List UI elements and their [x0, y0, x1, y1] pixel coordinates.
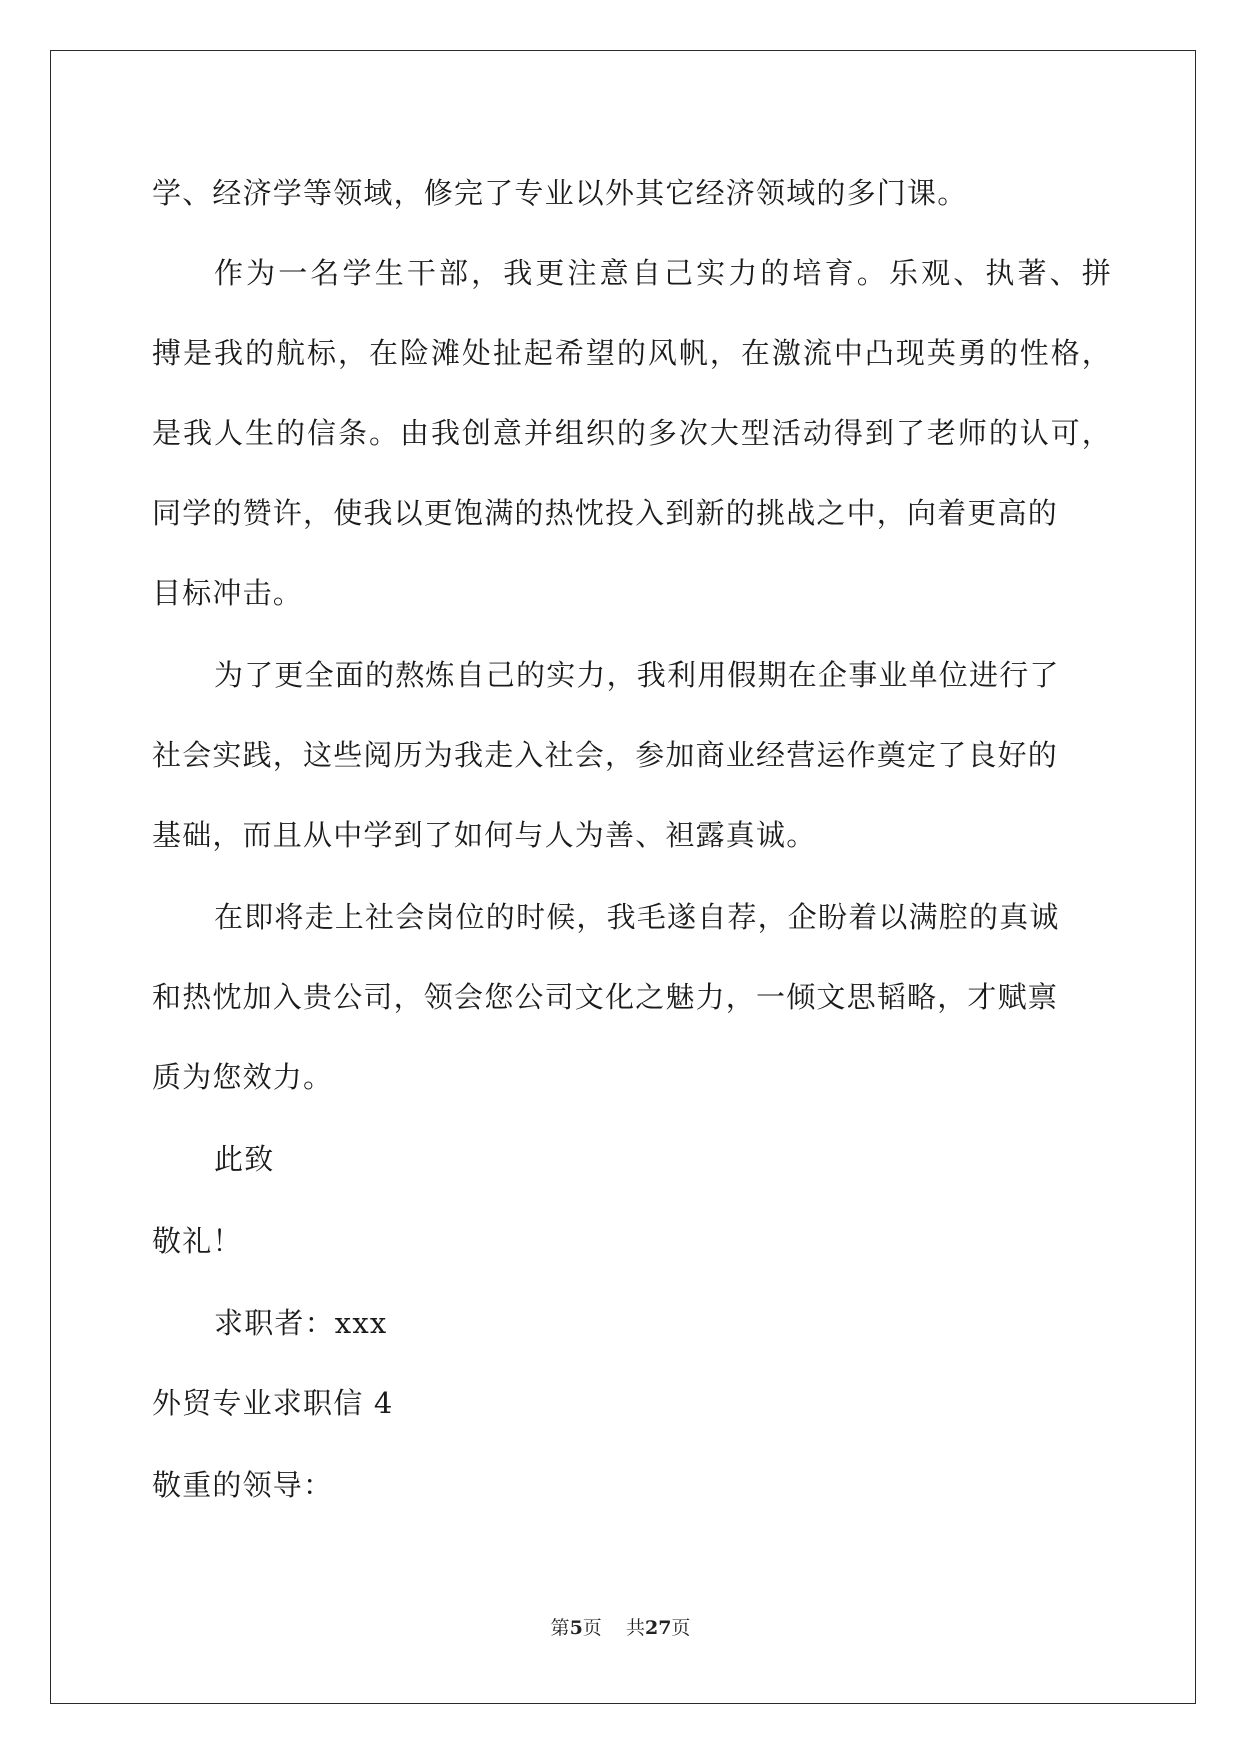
page-border	[50, 50, 1196, 1704]
text-line-8: 社会实践，这些阅历为我走入社会，参加商业经营运作奠定了良好的	[152, 738, 1059, 772]
text-line-15: 求职者：xxx	[214, 1306, 388, 1340]
text-line-11: 和热忱加入贵公司，领会您公司文化之魅力，一倾文思韬略，才赋禀	[152, 980, 1059, 1014]
current-page-number: 5	[569, 1617, 583, 1639]
text-line-10: 在即将走上社会岗位的时候，我毛遂自荐，企盼着以满腔的真诚	[214, 900, 1060, 934]
total-page-number: 27	[644, 1617, 672, 1639]
text-line-4: 是我人生的信条。由我创意并组织的多次大型活动得到了老师的认可，	[152, 416, 1112, 450]
text-line-13: 此致	[214, 1142, 275, 1176]
footer-suffix: 页	[671, 1617, 691, 1639]
text-line-16: 外贸专业求职信 4	[152, 1386, 394, 1420]
page-number-footer	[0, 1616, 1241, 1640]
text-line-9: 基础，而且从中学到了如何与人为善、袒露真诚。	[152, 818, 817, 852]
text-line-3: 搏是我的航标，在险滩处扯起希望的风帆，在激流中凸现英勇的性格，	[152, 336, 1112, 370]
text-line-14: 敬礼！	[152, 1224, 243, 1258]
text-line-1: 学、经济学等领域，修完了专业以外其它经济领域的多门课。	[152, 176, 968, 210]
text-line-6: 目标冲击。	[152, 576, 304, 610]
footer-prefix: 第	[550, 1617, 570, 1639]
text-line-12: 质为您效力。	[152, 1060, 334, 1094]
text-line-7: 为了更全面的熬炼自己的实力，我利用假期在企事业单位进行了	[214, 658, 1060, 692]
footer-middle: 页 共	[582, 1617, 645, 1639]
text-line-2: 作为一名学生干部，我更注意自己实力的培育。乐观、执著、拼	[214, 256, 1112, 290]
text-line-17: 敬重的领导：	[152, 1468, 334, 1502]
text-line-5: 同学的赞许，使我以更饱满的热忱投入到新的挑战之中，向着更高的	[152, 496, 1059, 530]
